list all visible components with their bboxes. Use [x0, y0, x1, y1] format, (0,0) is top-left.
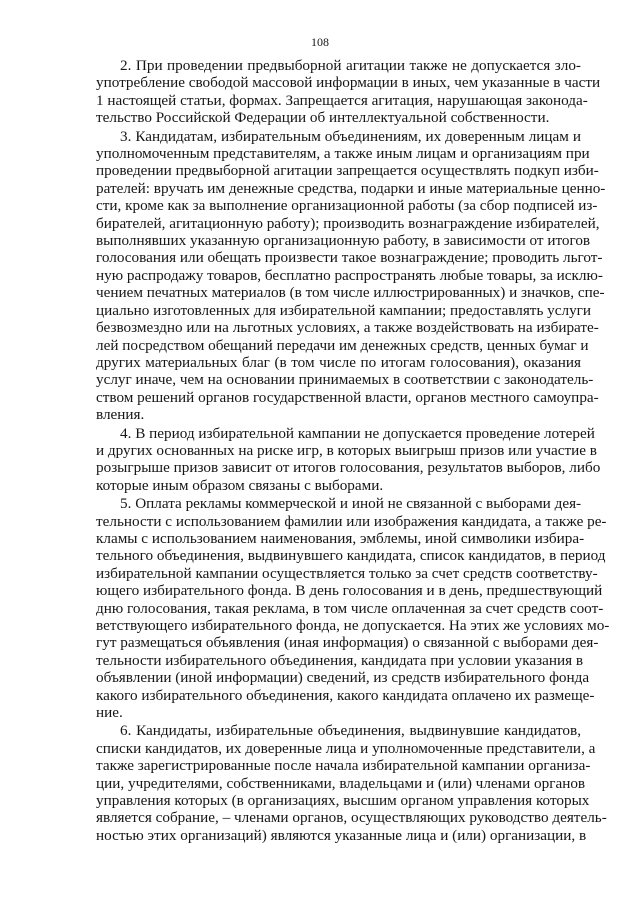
text-line: тельство Российской Федерации об интеллектуальной собственности.	[96, 109, 550, 127]
text-line: 3. Кандидатам, избирательным объединениям, их доверенным лицам и	[120, 127, 581, 145]
paragraph-2	[96, 57, 601, 127]
text-line: употребление свободой массовой информации в иных, чем указанные в части	[96, 74, 601, 92]
page-number: 108	[311, 35, 329, 49]
text-line: ством решений органов государственной власти, органов местного самоупра-	[96, 388, 599, 406]
text-line: гут размещаться объявления (иная информация) о связанной с выборами дея-	[96, 634, 599, 652]
paragraph-4	[96, 424, 601, 495]
text-line: объявлении (иной информации) сведений, из средств избирательного фонда	[96, 669, 590, 687]
text-line: является собрание, – членами органов, осуществляющих руководство деятель-	[96, 809, 607, 827]
text-line: ностью этих организаций) являются указанные лица и (или) организации, в	[96, 826, 587, 844]
text-line: других материальных благ (в том числе по итогам голосования), оказания	[96, 353, 581, 371]
text-line: услуг иначе, чем на основании принимаемых в соответствии с законодатель-	[96, 371, 594, 389]
text-line: вления.	[96, 406, 145, 424]
text-line: ции, учредителями, собственниками, владельцами и (или) членами органов	[96, 774, 586, 792]
document-body	[96, 57, 610, 844]
text-line: розыгрыше призов зависит от итогов голосования, результатов выборов, либо	[96, 459, 601, 477]
text-line: ющего избирательного фонда. В день голосования и в день, предшествующий	[96, 582, 603, 600]
text-line: 1 настоящей статьи, формах. Запрещается агитация, нарушающая законода-	[96, 91, 588, 109]
text-line: выполнявших указанную организационную работу, в зависимости от итогов	[96, 232, 591, 250]
text-line: какого избирательного объединения, какого кандидата оплачено их размеще-	[96, 686, 595, 704]
text-line: кламы с использованием наименования, эмблемы, иной символики избира-	[96, 529, 585, 547]
text-line: голосования или обещать произвести такое вознаграждение; проводить льгот-	[96, 249, 603, 267]
paragraph-6	[96, 722, 607, 844]
text-line: уполномоченным представителям, а также иным лицам и организациям при	[96, 145, 590, 163]
text-line: ветствующего избирательного фонда, не допускается. На этих же условиях мо-	[96, 617, 610, 634]
text-line: дню голосования, такая реклама, в том числе оплаченная за счет средств соот-	[96, 599, 604, 617]
text-line: циально изготовленных для избирательной кампании; предоставлять услуги	[96, 301, 592, 319]
paragraph-3	[96, 127, 606, 424]
text-line: которые иным образом связаны с выборами.	[96, 476, 384, 494]
text-line: 4. В период избирательной кампании не допускается проведение лотерей	[120, 424, 595, 442]
text-line: сти, кроме как за выполнение организационной работы (за сбор подписей из-	[96, 197, 598, 215]
text-line: ную распродажу товаров, бесплатно распространять любые товары, за исклю-	[96, 266, 603, 284]
text-line: бирателей, агитационную работу); производить вознаграждение избирателей,	[96, 214, 600, 232]
text-line: тельности с использованием фамилии или изображения кандидата, а также ре-	[96, 512, 607, 530]
text-line: 5. Оплата рекламы коммерческой и иной не связанной с выборами дея-	[120, 495, 582, 513]
text-line: также зарегистрированные после начала избирательной кампании организа-	[96, 757, 591, 775]
text-line: списки кандидатов, их доверенные лица и уполномоченные представители, а	[96, 739, 596, 757]
text-line: 6. Кандидаты, избирательные объединения, выдвинувшие кандидатов,	[120, 722, 581, 740]
text-line: тельного объединения, выдвинувшего кандидата, список кандидатов, в период	[96, 547, 606, 565]
text-line: управления которых (в организациях, высшим органом управления которых	[96, 792, 590, 810]
text-line: и других основанных на риске игр, в которых выигрыш призов или участие в	[96, 441, 597, 459]
text-line: избирательной кампании осуществляется только за счет средств соответству-	[96, 564, 598, 582]
text-line: лей посредством обещаний передачи им денежных средств, ценных бумаг и	[96, 336, 589, 354]
text-line: безвозмездно или на льготных условиях, а также воздействовать на избирате-	[96, 319, 599, 337]
paragraph-5	[96, 495, 610, 722]
text-line: проведении предвыборной агитации запрещается осуществлять подкуп изби-	[96, 162, 599, 180]
text-line: чением печатных материалов (в том числе иллюстрированных) и значков, спе-	[96, 284, 605, 302]
text-line: ние.	[96, 704, 123, 722]
text-line: тельности избирательного объединения, кандидата при условии указания в	[96, 651, 584, 669]
text-line: рателей: вручать им денежные средства, подарки и иные материальные ценно-	[96, 179, 606, 197]
text-line: 2. При проведении предвыборной агитации также не допускается зло-	[120, 57, 581, 74]
